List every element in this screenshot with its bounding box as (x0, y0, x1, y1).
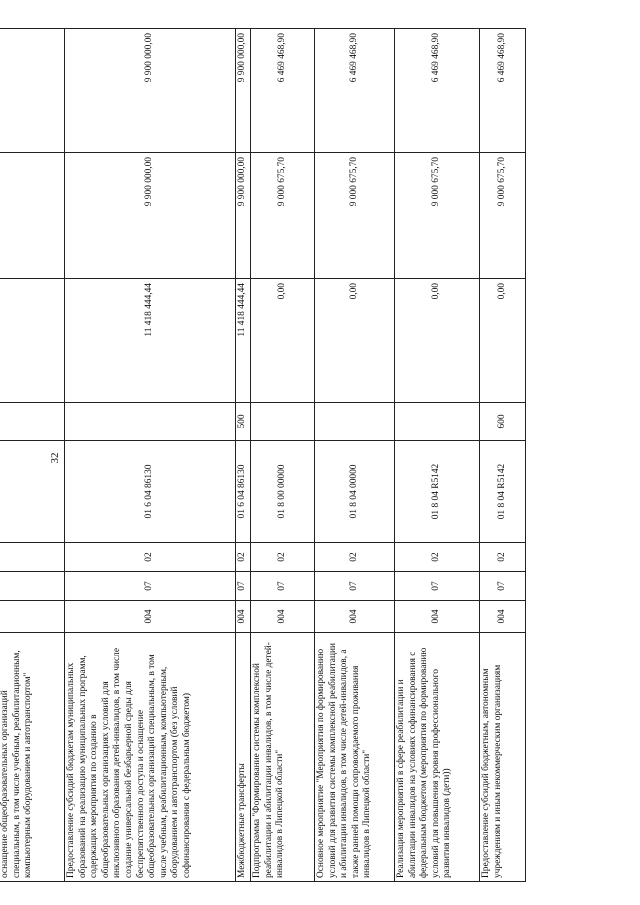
cell-ved: 004 (236, 601, 251, 633)
cell-csr: 01 8 04 R5142 (395, 441, 480, 543)
row-name: Основное мероприятие "Мероприятия по формированию условий для развития системы комплексной реабилитации и абилитации инвалидов, в том числе детей-инвалидов, а также ранней помощи сопровождаемого проживания инвалидов в Липецкой области" (315, 633, 395, 882)
table-row (315, 29, 395, 882)
cell-sum-3: 6 469 468,90 (315, 29, 395, 153)
cell-sum-3: 9 900 000,00 (236, 29, 251, 153)
cell-vr (0, 403, 65, 441)
cell-csr: 01 8 00 00000 (251, 441, 315, 543)
cell-rz: 07 (315, 572, 395, 601)
cell-vr: 600 (480, 403, 526, 441)
cell-sum-3: 6 469 468,90 (395, 29, 480, 153)
rotated-budget-table (0, 29, 507, 882)
cell-sum-1: 0,00 (395, 279, 480, 403)
cell-sum-2: 9 900 000,00 (236, 153, 251, 279)
cell-sum-3: 6 469 468,90 (251, 29, 315, 153)
cell-sum-1: 0,00 (315, 279, 395, 403)
cell-csr: 01 6 04 86130 (236, 441, 251, 543)
cell-csr: 01 8 04 00000 (315, 441, 395, 543)
cell-ved: 004 (65, 601, 236, 633)
cell-ved (0, 601, 65, 633)
cell-ved: 004 (315, 601, 395, 633)
cell-sum-1: 11 418 444,44 (236, 279, 251, 403)
cell-sum-2: 9 000 675,70 (480, 153, 526, 279)
cell-csr (0, 441, 65, 543)
cell-pr: 02 (395, 543, 480, 572)
cell-rz (0, 572, 65, 601)
row-name: Подпрограмма "Формирование системы комплексной реабилитации и абилитации инвалидов, в том числе детей-инвалидов в Липецкой области" (251, 633, 315, 882)
cell-rz: 07 (65, 572, 236, 601)
row-name: оснащение общеобразовательных организаций специальным, в том числе учебным, реабилитационным, компьютерным оборудованием и автотранспортом" (0, 633, 65, 882)
cell-rz: 07 (251, 572, 315, 601)
cell-pr: 02 (315, 543, 395, 572)
cell-ved: 004 (480, 601, 526, 633)
cell-sum-2: 9 000 675,70 (315, 153, 395, 279)
table-row (236, 29, 251, 882)
cell-rz: 07 (480, 572, 526, 601)
row-name: Реализация мероприятий в сфере реабилитации и абилитации инвалидов на условиях софинансирования с федеральным бюджетом (мероприятия по формированию условий для повышения уровня профессионального развития инвалидов (дети)) (395, 633, 480, 882)
table-row (65, 29, 236, 882)
table-row (0, 29, 65, 882)
cell-sum-1: 0,00 (480, 279, 526, 403)
cell-ved: 004 (395, 601, 480, 633)
cell-csr: 01 8 04 R5142 (480, 441, 526, 543)
cell-pr: 02 (236, 543, 251, 572)
row-name: Межбюджетные трансферты (236, 633, 251, 882)
cell-csr: 01 6 04 86130 (65, 441, 236, 543)
cell-sum-3: 9 900 000,00 (65, 29, 236, 153)
cell-pr (0, 543, 65, 572)
table-row (480, 29, 526, 882)
cell-vr (395, 403, 480, 441)
cell-sum-2 (0, 153, 65, 279)
cell-sum-3: 6 469 468,90 (480, 29, 526, 153)
row-name: Предоставление субсидий бюджетным, автономным учреждениям и иным некоммерческим организациям (480, 633, 526, 882)
cell-vr (65, 403, 236, 441)
table-row (251, 29, 315, 882)
cell-sum-2: 9 900 000,00 (65, 153, 236, 279)
table-body (0, 29, 526, 882)
cell-rz: 07 (395, 572, 480, 601)
cell-pr: 02 (251, 543, 315, 572)
cell-sum-1: 11 418 444,44 (65, 279, 236, 403)
row-name: Предоставление субсидий бюджетам муниципальных образований на реализацию муниципальных программ, содержащих мероприятия по созданию в общеобразовательных организациях условий для инклюзивного образования детей-инвалидов, в том числе создание универсальной безбарьерной среды для беспрепятственного доступа и оснащение общеобразовательных организаций специальным, в том числе учебным, реабилитационным, компьютерным, оборудованием и автотранспортом (без условий софинансирования с федеральным бюджетом) (65, 633, 236, 882)
cell-sum-2: 9 000 675,70 (251, 153, 315, 279)
cell-rz: 07 (236, 572, 251, 601)
budget-table (0, 28, 526, 882)
cell-pr: 02 (65, 543, 236, 572)
cell-sum-1 (0, 279, 65, 403)
page-number: 32 (49, 452, 61, 464)
cell-vr (315, 403, 395, 441)
cell-ved: 004 (251, 601, 315, 633)
cell-vr: 500 (236, 403, 251, 441)
cell-pr: 02 (480, 543, 526, 572)
cell-vr (251, 403, 315, 441)
cell-sum-2: 9 000 675,70 (395, 153, 480, 279)
cell-sum-1: 0,00 (251, 279, 315, 403)
table-row (395, 29, 480, 882)
cell-sum-3 (0, 29, 65, 153)
